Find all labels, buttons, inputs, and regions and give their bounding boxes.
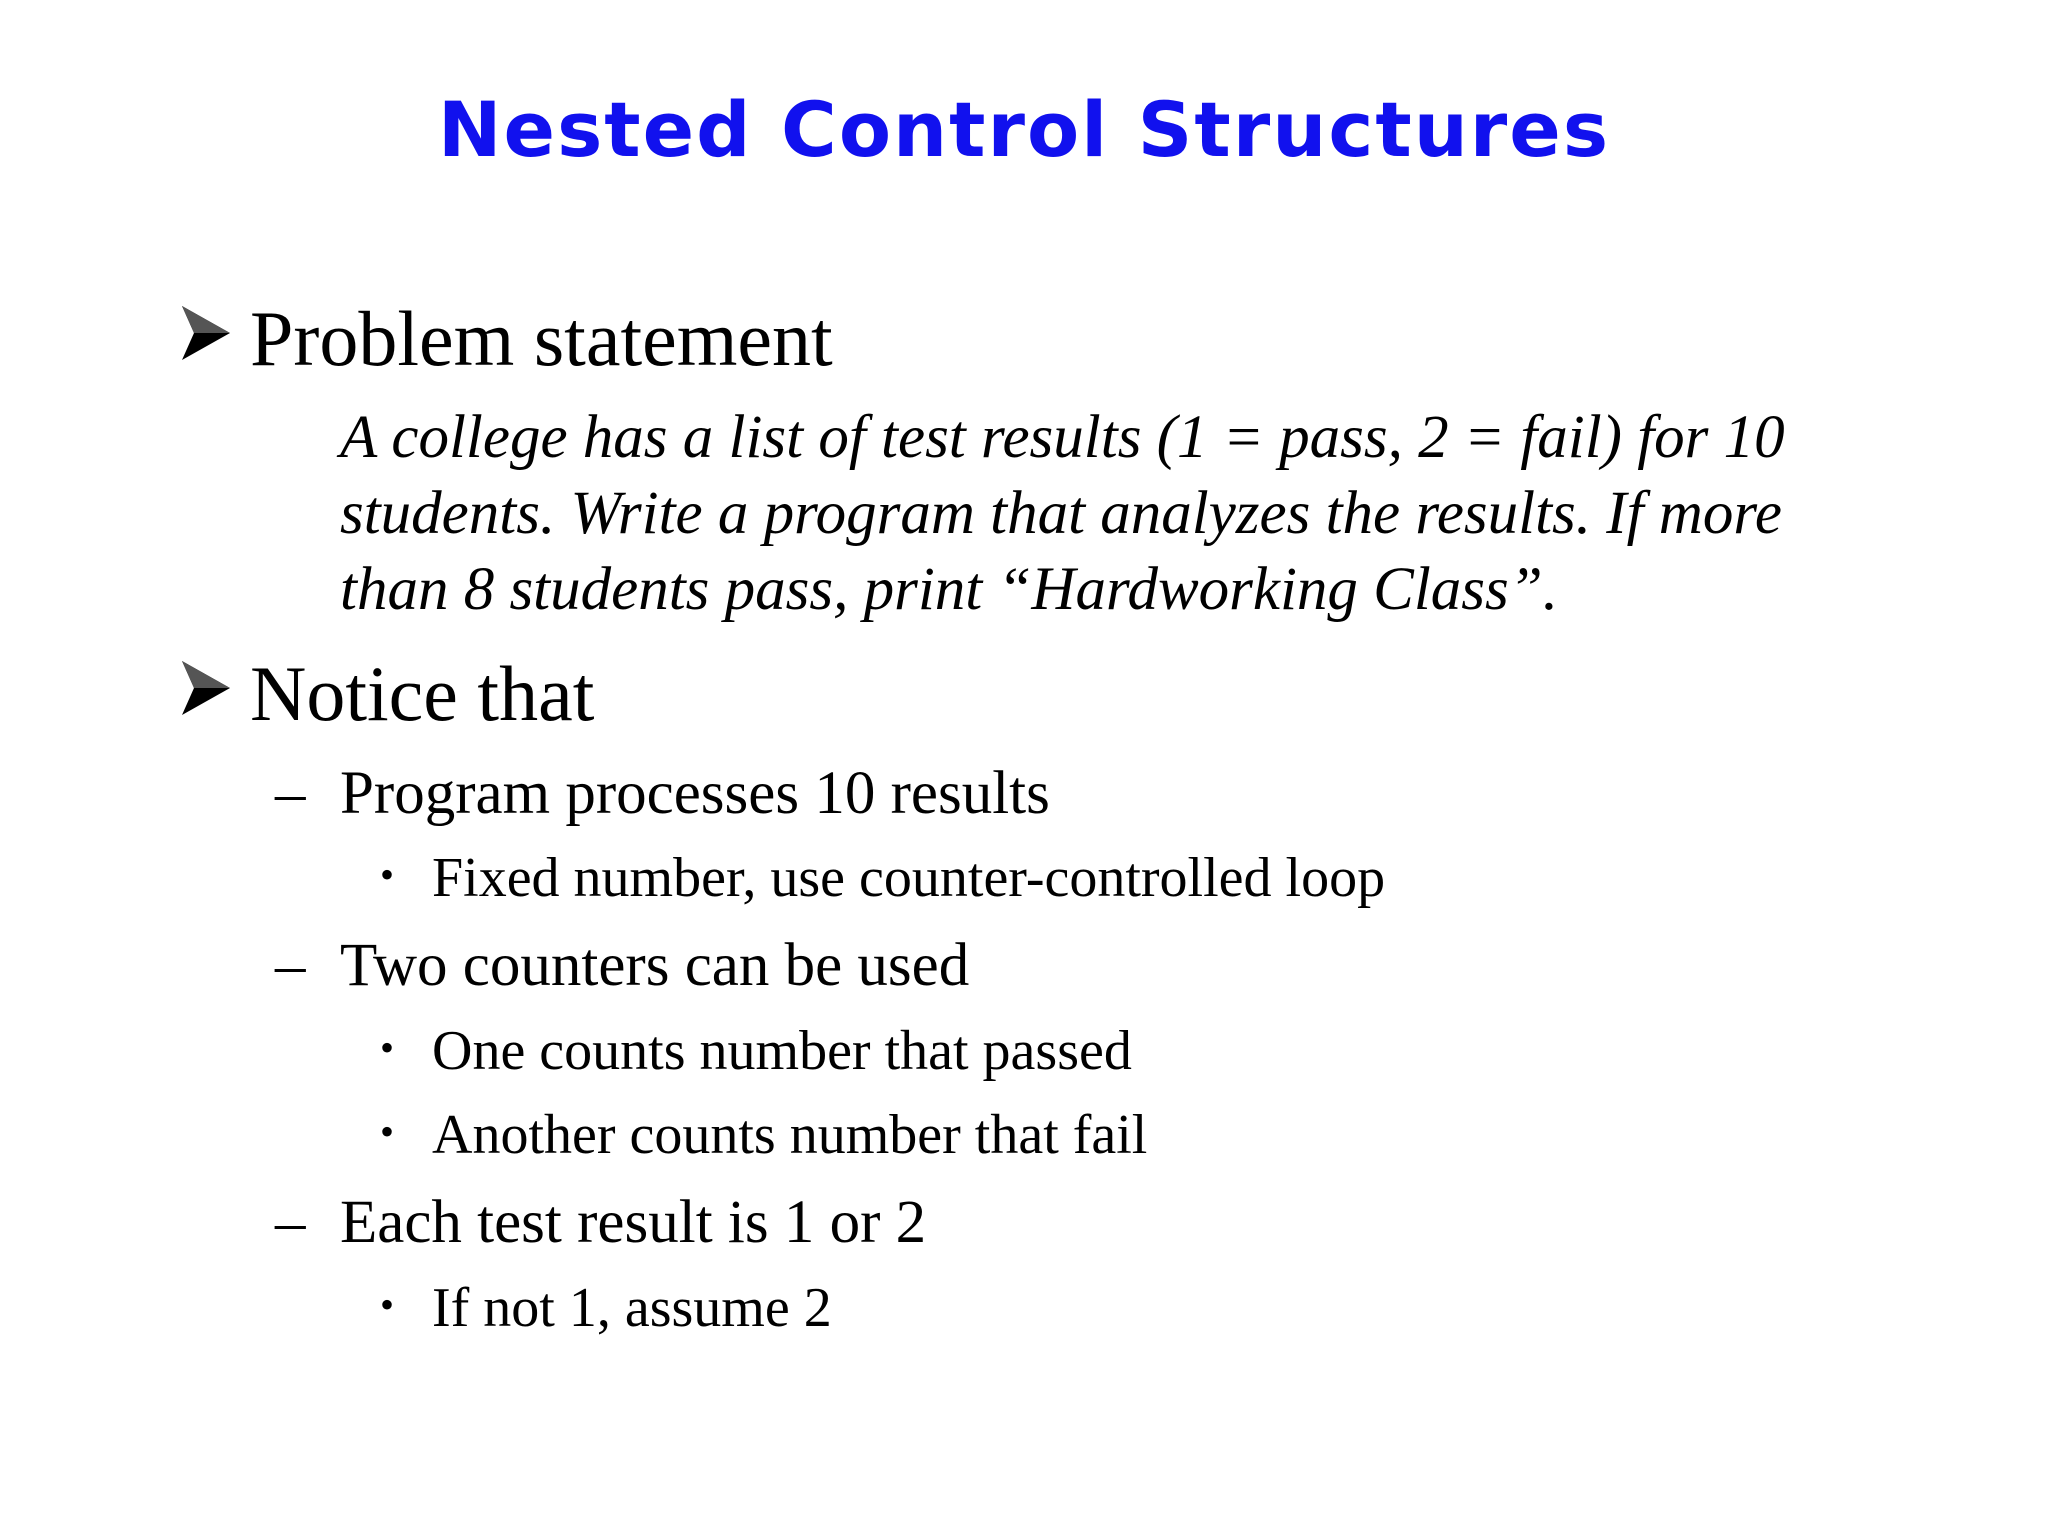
bullet-marker: •: [380, 1109, 395, 1155]
paragraph-line: than 8 students pass, print “Hardworking Class”.: [340, 556, 1558, 623]
list-item: [275, 1189, 927, 1256]
dash-marker: –: [275, 760, 306, 827]
sub-list-item-text: One counts number that passed: [432, 1020, 1132, 1082]
problem-statement-paragraph: [340, 400, 1900, 628]
paragraph-line: A college has a list of test results (1 = pass, 2 = fail) for 10: [340, 404, 1785, 471]
sub-list-item-text: Another counts number that fail: [432, 1104, 1148, 1166]
list-item: [275, 760, 1050, 827]
section-heading-problem-statement: [180, 295, 833, 382]
bullet-marker: •: [380, 852, 395, 898]
sub-list-item: [380, 1020, 1132, 1082]
arrowhead-bullet-icon: [180, 659, 250, 717]
dash-marker: –: [275, 1189, 306, 1256]
list-item-text: Program processes 10 results: [340, 760, 1050, 827]
paragraph-line: students. Write a program that analyzes the results. If more: [340, 480, 1782, 547]
sub-list-item: [380, 847, 1386, 909]
section-heading-label: Problem statement: [250, 295, 833, 382]
sub-list-item: [380, 1277, 832, 1339]
slide-title: Nested Control Structures: [437, 85, 1611, 174]
sub-list-item: [380, 1104, 1148, 1166]
sub-list-item-text: Fixed number, use counter-controlled loop: [432, 847, 1386, 909]
section-heading-label: Notice that: [250, 650, 595, 737]
arrowhead-bullet-icon: [180, 304, 250, 362]
section-heading-notice-that: [180, 650, 595, 737]
list-item-text: Two counters can be used: [340, 932, 970, 999]
list-item: [275, 932, 970, 999]
list-item-text: Each test result is 1 or 2: [340, 1189, 927, 1256]
bullet-marker: •: [380, 1282, 395, 1328]
dash-marker: –: [275, 932, 306, 999]
bullet-marker: •: [380, 1025, 395, 1071]
sub-list-item-text: If not 1, assume 2: [432, 1277, 832, 1339]
